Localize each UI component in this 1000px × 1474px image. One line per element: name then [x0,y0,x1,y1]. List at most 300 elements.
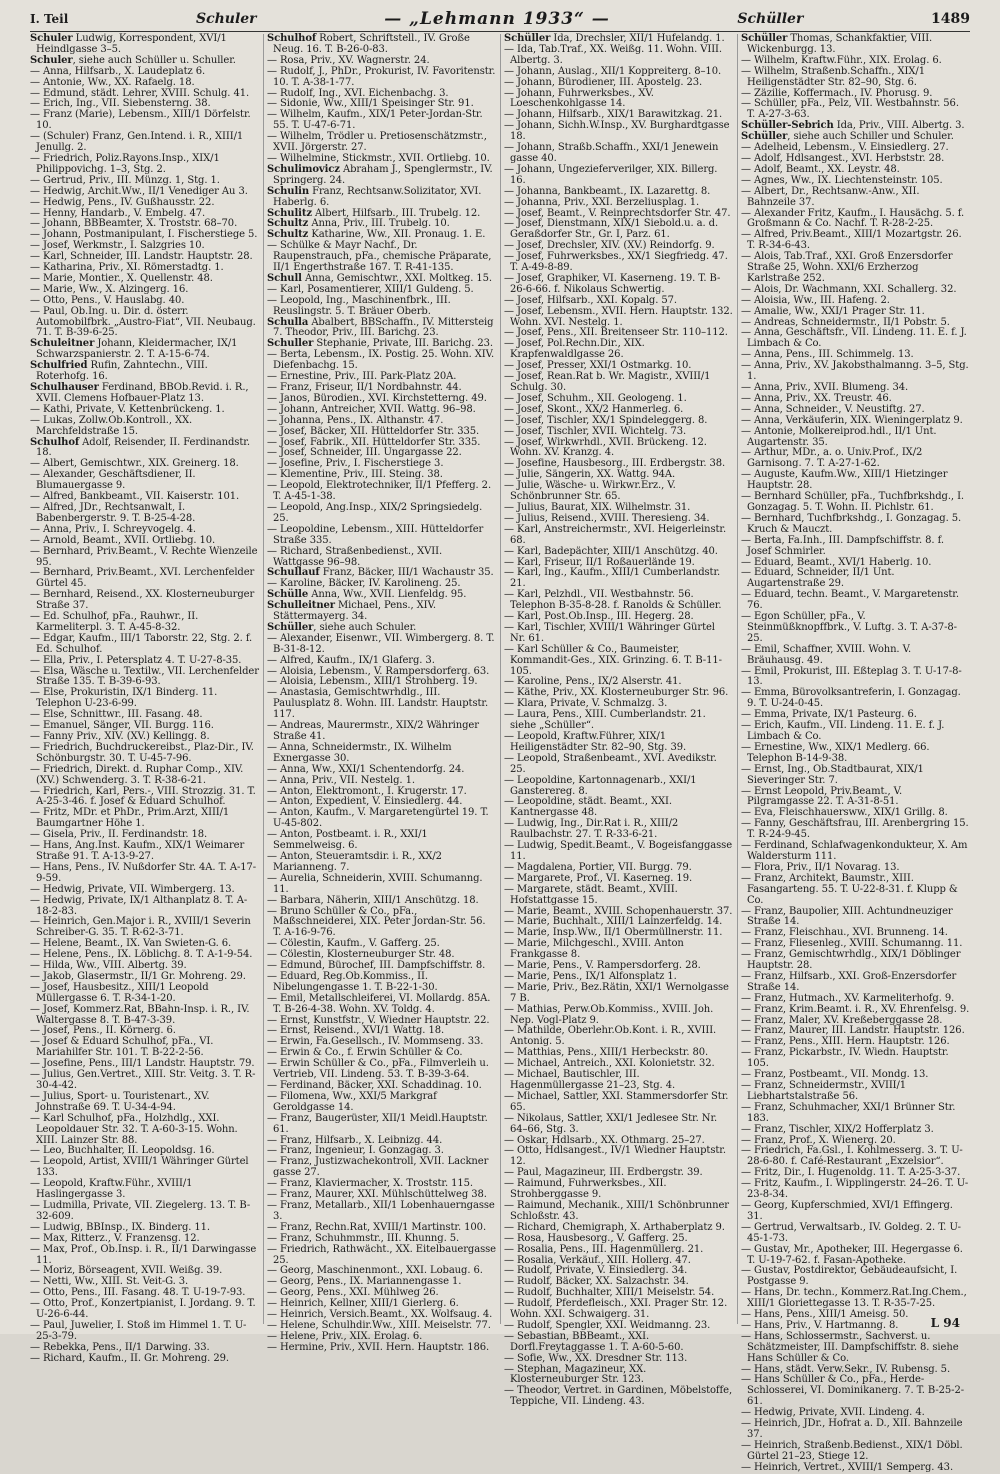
directory-entry [741,252,970,285]
entry-text: — Marie, Pens., V. Rampersdorferg. 28. [504,960,701,972]
directory-entry [267,481,496,503]
entry-text: — Johann, BBBeamter, X. Troststr. 68–70. [30,218,238,230]
entry-text: — Helene, Pens., IX. Löblichg. 8. T. A-1-9-54. [30,949,253,961]
entry-text: — Franz, Pens., XIII. Hern. Hauptstr. 126. [741,1036,950,1048]
entry-text: — Erwin, Fa.Gesellsch., IV. Mommseng. 33. [267,1036,484,1048]
entry-text: — Ludwig, BBInsp., IX. Binderg. 11. [30,1221,211,1233]
entry-text: Abraham J., Spenglermstr., IV. Springerg. 24. [273,163,493,186]
entry-text: — Bruno Schüller & Co., pFa., Maßschneiderei, XIX. Peter Jordan-Str. 56. T. A-16-9-76. [267,905,486,939]
entry-surname: Schulin [267,185,310,197]
entry-text: — Franz, Prof., X. Wienerg. 20. [741,1134,896,1146]
entry-text: — Ernst, Reisend., XVI/1 Wattg. 18. [267,1025,445,1037]
directory-entry [30,1201,259,1223]
entry-text: — Filomena, Ww., XXI/5 Markgraf Geroldgasse 14. [267,1090,437,1113]
entry-text: — Julie, Sängerin, XX. Wattg. 94A. [504,469,676,481]
entry-text: — Raimund, Mechanik., XIII/1 Schönbrunner Schloßstr. 43. [504,1199,729,1222]
entry-text: — Karl Schüller & Co., Baumeister, Kommandit-Ges., XIX. Grinzing. 6. T. B-11-105. [504,643,722,677]
entry-text: — Josefine, Hausbesorg., III. Erdbergstr. 38. [504,458,726,470]
directory-entry [504,797,733,819]
directory-entry [504,645,733,678]
entry-text: — Leopold, Artist, XVIII/1 Währinger Gürtel 133. [30,1156,249,1179]
entry-text: — Emil, Metallschleiferei, VI. Mollardg. 85A. T. B-26-4-38. Wohn. XV. Toldg. 4. [267,992,491,1015]
directory-entry [30,110,259,132]
entry-text: Ferdinand, BBOb.Revid. i. R., XVII. Clemens Hofbauer-Platz 13. [36,382,249,404]
directory-entry [267,808,496,830]
directory-entry [741,448,970,470]
entry-text: — Hedwig, Private, IX/1 Althanplatz 8. T. A-18-2-83. [30,894,248,917]
entry-text: — Franz, Hilfsarb., X. Leibnizg. 44. [267,1134,443,1146]
entry-text: — Erwin & Co., f. Erwin Schüller & Co. [267,1047,463,1059]
entry-text: — Friedrich, Rathwächt., XX. Eitelbauergasse 25. [267,1243,496,1266]
directory-entry [267,296,496,318]
directory-entry [741,1441,970,1463]
entry-text: — Aloisia, Ww., III. Hafeng. 2. [741,294,890,306]
directory-entry [30,743,259,765]
entry-text: — Josef, Lebensm., XVII. Hern. Hauptstr. 132. Wohn. XVI. Nestelg. 1. [504,305,733,328]
entry-text: — Karl, Schneider, III. Landstr. Hauptstr. 28. [30,251,253,263]
entry-text: Albert, Hilfsarb., III. Trubelg. 12. [311,207,481,219]
directory-entry [741,874,970,907]
entry-text: — Helene, Schulhdir.Ww., XIII. Meiselstr. 77. [267,1319,491,1331]
entry-text: — Berta, Lebensm., IX. Postig. 25. Wohn. XIV. Diefenbachg. 15. [267,349,495,372]
entry-text: — Rosalia, Pens., III. Hagenmüllerg. 21. [504,1243,704,1255]
entry-text: — Eva, Fleischhauersww., XIX/1 Grillg. 8. [741,807,948,819]
entry-text: — Ernst, Kunstfstr., V. Wiedner Hauptstr. 22. [267,1014,490,1026]
entry-text: — Adelheid, Lebensm., V. Einsiedlerg. 27. [741,142,949,154]
directory-entry [30,470,259,492]
entry-text: Johann, Kleidermacher, IX/1 Schwarzspanierstr. 2. T. A-15-6-74. [36,338,238,361]
entry-surname: Schulhauser [30,382,99,393]
header-rule [30,31,970,32]
entry-text: — Karl, Badepächter, XIII/1 Anschützg. 40. [504,545,718,557]
entry-text: — Hans Schüller & Co., pFa., Herde-Schlosserei, VI. Dominikanerg. 7. T. B-25-2-61. [741,1374,964,1408]
entry-text: — Josef, Tischler, XX/1 Spindeleggerg. 8. [504,414,708,426]
entry-surname: Schultz [267,229,309,241]
directory-entry [741,819,970,841]
entry-text: — Anna, Priv., VII. Nestelg. 1. [267,774,415,786]
entry-text: — Franz, Maurer, III. Landstr. Hauptstr. 126. [741,1025,965,1037]
directory-entry [30,361,259,383]
directory-entry [504,776,733,798]
entry-text: — Netti, Ww., XIII. St. Veit-G. 3. [30,1276,189,1288]
entry-text: Franz, Bäcker, III/1 Wachaustr 35. [319,567,494,579]
entry-text: — Paul, Magazineur, III. Erdbergstr. 39. [504,1167,703,1179]
entry-text: — Emil, Prokurist, III. Eßteplag 3. T. U-17-8-13. [741,665,962,688]
entry-text: , siehe auch Schüller u. Schuller. [72,54,236,66]
entry-text: — Julie, Wäsche- u. Wirkwr.Erz., V. Schönbrunner Str. 65. [504,480,676,503]
entry-text: — Georg, Pens., XXI. Mühlweg 26. [267,1287,439,1299]
entry-text: — Franz, Krim.Beamt. i. R., XV. Ehrenfelsg. 9. [741,1003,970,1015]
column-3 [504,33,733,1408]
directory-entry [30,438,259,460]
entry-surname: Schüller [741,33,788,44]
entry-text: — Johann, Sichh.W.Insp., XV. Burghardtgasse 18. [504,120,730,143]
directory-entry [267,1245,496,1267]
entry-text: — Albert, Gemischtwr., XIX. Greinerg. 18. [30,458,239,470]
directory-entry [267,1201,496,1223]
entry-text: — Anna, Verkäuferin, XIX. Wieningerplatz 9. [741,414,963,426]
entry-text: — Anna, Geschäftsfr., VII. Lindeng. 11. E. f. J. Limbach & Co. [741,327,967,350]
directory-entry [741,1146,970,1168]
directory-entry [504,274,733,296]
directory-entry [504,339,733,361]
directory-entry [741,743,970,765]
directory-entry [267,318,496,340]
entry-text: — Klementine, Priv., III. Steing. 38. [267,469,443,481]
entry-text: — Albert, Dr., Rechtsanw.-Anw., XII. Bahnzeile 37. [741,185,920,208]
entry-text: — Ludmilla, Private, VII. Ziegelerg. 13. T. B-32-609. [30,1199,251,1222]
entry-text: — Franz, Maurer, XXI. Mühlschüttelweg 38. [267,1189,487,1201]
entry-text: — Franz, Justizwachekontroll, XVII. Lackner gasse 27. [267,1156,489,1179]
entry-text: — Anastasia, Gemischtwrhdlg., III. Paulusplatz 8. Wohn. III. Landstr. Hauptstr. 117. [267,687,489,721]
entry-text: — Anna, Schneider., V. Neustiftg. 27. [741,403,925,415]
entry-text: — Georg, Maschinenmont., XXI. Lobaug. 6. [267,1265,483,1277]
entry-text: — Friedrich, Direkt. d. Ruphar Comp., XIV. (XV.) Schwenderg. 3. T. R-38-6-21. [30,763,244,786]
entry-text: — Ernst Leopold, Priv.Beamt., V. Pilgramgasse 22. T. A-31-8-51. [741,785,903,808]
entry-text: — Marie, Insp.Ww., II/1 Obermüllnerstr. 11. [504,927,723,939]
entry-text: — Emanuel, Sänger, VII. Burgg. 116. [30,720,214,732]
directory-entry [504,568,733,590]
entry-text: — Max, Prof., Ob.Insp. i. R., II/1 Darwingasse 11. [30,1243,257,1266]
entry-text: — Georg, Kupferschmied, XVI/1 Effingerg. 31. [741,1199,953,1222]
directory-entry [30,917,259,939]
entry-text: — Hans, Pens., IV. Nußdorfer Str. 4A. T. A-17-9-59. [30,861,257,884]
page-header [30,6,970,32]
entry-text: — Aloisia, Lebensm., V. Rampersdorferg. 63. [267,665,490,677]
publication-title: — „Lehmann 1933“ — [384,9,610,29]
entry-surname: Schuler [30,54,73,66]
directory-entry [30,416,259,438]
entry-text: — Anna, Ww., XXI/1 Schentendorfg. 24. [267,763,465,775]
entry-text: — Sebastian, BBBeamt., XXI. Dorfl.Freytaggasse 1. T. A-60-5-60. [504,1330,684,1353]
entry-text: — Max, Ritterz., V. Franzensg. 12. [30,1232,200,1244]
entry-text: — Josef, Pens., XII. Breitenseer Str. 110–112. [504,327,728,339]
entry-text: — Antonie, Molkereiprod.hdl., II/1 Unt. Augartenstr. 35. [741,425,937,448]
entry-text: — Anton, Steueramtsdir. i. R., XX/2 Marianneng. 7. [267,850,442,873]
entry-text: Ludwig, Korrespondent, XVI/1 Heindlgasse 3–5. [36,33,227,55]
directory-entry [741,1179,970,1201]
directory-entry [504,438,733,460]
entry-text: — Wilhelmine, Stickmstr., XVII. Ortliebg. 10. [267,152,490,164]
directory-entry [741,67,970,89]
entry-text: — Alois, Tab.Traf., XXI. Groß Enzersdorfer Straße 25, Wohn. XXI/6 Erzherzog Karlstraße 252. [741,251,953,284]
entry-text: — Karl, Posamentierer, XIII/1 Guldeng. 5. [267,283,474,295]
entry-text: — Rebekka, Pens., II/1 Darwing. 33. [30,1341,210,1353]
entry-text: — Anton, Elektromont., I. Krugerstr. 17. [267,785,467,797]
entry-text: — Leopold, Kraftw.Führ., XVIII/1 Haslingergasse 3. [30,1178,193,1201]
left-headword: Schuler [195,11,257,27]
entry-text: — Franz (Marie), Lebensm., XIII/1 Dörfelstr. 10. [30,109,251,132]
entry-surname: Schulleitner [267,600,335,612]
directory-entry [267,1343,496,1354]
entry-text: — Gertrud, Verwaltsarb., IV. Goldeg. 2. T. U-45-1-73. [741,1221,961,1244]
directory-entry [30,634,259,656]
entry-text: — Edmund, Bürochef, III. Dampfschiffstr. 8. [267,960,486,972]
entry-text: — Franz, Gemischtwrhdlg., XIX/1 Döblinger Hauptstr. 28. [741,949,961,972]
entry-text: — Franz, Maler, XV. Kreßeberggasse 28. [741,1014,943,1026]
entry-text: — Erich, Kaufm., VII. Lindeng. 11. E. f. J. Limbach & Co. [741,720,945,742]
entry-text: — Erwin Schüller & Co., pFa., Filmverleih u. Vertrieb, VII. Lindeng. 53. T. B-39-3-64. [267,1058,489,1081]
directory-entry [504,1332,733,1354]
directory-entry [741,34,970,56]
directory-entry [30,1321,259,1343]
entry-text: — Johann, Ungezieferverilger, XIX. Billerg. 16. [504,163,718,186]
entry-text: — Marie, Milchgeschl., XVIII. Anton Frankgasse 8. [504,938,684,961]
directory-entry [267,132,496,154]
entry-text: — Ed. Schulhof, pFa., Rauhwr., II. Karmeliterpl. 3. T. A-45-8-32. [30,611,199,633]
entry-text: — Franz, Fleischhau., XVI. Brunneng. 14. [741,927,948,939]
entry-text: — Mathias, Perw.Ob.Kommiss., XVIII. Joh. Nep. Vogl-Platz 9. [504,1003,714,1026]
directory-entry [30,590,259,612]
entry-text: — Josef, Wirkwrhdl., XVII. Brückeng. 12. Wohn. XV. Kranzg. 4. [504,436,707,459]
directory-entry [741,1332,970,1365]
entry-text: — Kathi, Private, V. Kettenbrückeng. 1. [30,403,225,415]
directory-entry [504,983,733,1005]
directory-entry [267,165,496,187]
entry-text: — Josef, Schuhm., XII. Geologeng. 1. [504,392,687,404]
entry-text: — Ella, Priv., I. Petersplatz 4. T. U-27-8-35. [30,654,242,666]
directory-entry [30,765,259,787]
entry-text: — Henny, Handarb., V. Embelg. 47. [30,207,206,219]
directory-entry [741,536,970,558]
entry-text: — Johann, Antreicher, XVII. Wattg. 96–98. [267,403,476,415]
directory-entry [30,307,259,340]
entry-surname: Schultz [267,218,309,230]
directory-entry [504,143,733,165]
directory-entry [741,187,970,209]
directory-entry [267,852,496,874]
entry-text: — Julius, Reisend., XVIII. Theresieng. 34. [504,512,710,524]
entry-text: — Rosa, Hausbesorg., V. Gafferg. 25. [504,1232,688,1244]
entry-text: — Josef, Rean.Rat b. Wr. Magistr., XVIII/1 Schulg. 30. [504,371,711,393]
entry-text: — Franz, Fliesenleg., XVIII. Schumanng. 11. [741,938,963,950]
entry-text: — Hans, Priv., V. Hartmanng. 8. [741,1319,899,1331]
entry-text: — (Schuler) Franz, Gen.Intend. i. R., XIII/1 Jenullg. 2. [30,131,244,154]
entry-text: — Marie, Beamt., XVIII. Schopenhauerstr. 37. [504,905,733,917]
entry-text: — Johanna, Pens., IX. Althanstr. 47. [267,414,444,426]
entry-text: — Johanna, Priv., XXI. Berzeliusplag. 1. [504,196,700,208]
entry-text: — Eduard, Beamt., XVI/1 Haberlg. 10. [741,556,932,568]
entry-text: — Fritz, Dir., I. Hugenoldg. 11. T. A-25-3-37. [741,1167,961,1179]
entry-text: — Josef, Tischler, XVII. Wichtelg. 73. [504,425,687,437]
entry-text: — Alexander, Eisenwr., VII. Wimbergerg. 8. T. B-31-8-12. [267,632,495,655]
directory-entry [30,1114,259,1147]
entry-text: — Josef, Fuhrwerksbes., XX/1 Siegfriedg. 47. T. A-49-8-89. [504,251,728,274]
directory-entry [741,590,970,612]
entry-text: Abalbert, BBSchaffn., IV. Mittersteig 7. Theodor, Priv., III. Barichg. 23. [273,316,494,339]
entry-text: — Friedrich, Buchdruckereibst., Plaz-Dir., IV. Schönburgstr. 30. T. U-45-7-96. [30,741,254,764]
entry-text: — Egon Schüller, pFa., V. Steinmüßknopffbrk., V. Luftg. 3. T. A-37-8-25. [741,611,957,644]
entry-text: — Bernhard, Tuchfbrkshdg., I. Gonzagag. 5. Kruch & Mauczt. [741,512,962,535]
directory-entry [741,1375,970,1408]
directory-entry [504,1365,733,1387]
directory-entry [30,154,259,176]
directory-entry [30,1179,259,1201]
entry-text: — Paul, Juwelier, I. Stoß im Himmel 1. T. U-25-3-79. [30,1319,247,1342]
entry-text: — Josef, Hilfsarb., XXI. Kopalg. 57. [504,294,677,306]
directory-entry [267,110,496,132]
directory-entry [30,1037,259,1059]
entry-text: — Josef, Graphiker, VI. Kaserneng. 19. T. B-26-6-66. f. Nikolaus Schwertig. [504,272,721,295]
entry-text: — Franz, Friseur, II/1 Nordbahnstr. 44. [267,382,462,393]
entry-text: — Anton, Kaufm., V. Margaretengürtel 19. T. U-45-802. [267,807,489,830]
entry-text: — Otto, Prof., Konzertpianist, I. Jordang. 9. T. U-26-6-44. [30,1298,256,1321]
entry-text: — Rudolf, J., PhDr., Prokurist, IV. Favoritenstr. 10. T. A-38-1-77. [267,65,496,88]
entry-text: — Adolf, Beamt., XX. Leystr. 48. [741,163,900,175]
entry-surname: Schullauf [267,567,320,579]
directory-entry [741,612,970,645]
entry-text: — Matthias, Pens., XIII/1 Herbeckstr. 80. [504,1047,709,1059]
entry-text: — Heinrich, Straßenb.Bedienst., XIX/1 Döbl. Gürtel 21–23, Stiege 12. [741,1439,963,1462]
directory-entry [741,972,970,994]
entry-text: — Edgar, Kaufm., III/1 Taborstr. 22, Stg. 2. f. Ed. Schulhof. [30,632,253,655]
entry-columns [30,33,970,1473]
entry-text: — Michael, Antreich., XXI. Kolonietstr. 32. [504,1058,715,1070]
entry-text: — Julius, Baurat, XIX. Wilhelmstr. 31. [504,501,691,513]
entry-text: — Rudolf, Ing., XVI. Eichenbachg. 3. [267,87,449,99]
entry-text: — Antonie, Ww., XX. Rafaelg. 18. [30,76,195,88]
page-signature: L 94 [930,1316,960,1330]
entry-text: — Josef, Beamt., V. Reinprechtsdorfer Str. 47. [504,207,731,219]
entry-surname: Schulhof [30,436,80,448]
entry-text: — Marie, Priv., Bez.Rätin, XXI/1 Wernolgasse 7 B. [504,981,729,1004]
entry-text: — Marie, Pens., IX/1 Alfonsplatz 1. [504,970,677,982]
entry-surname: Schull [267,272,302,284]
entry-surname: Schüller [267,621,314,633]
entry-text: — Leopold, Straßenbeamt., XVI. Avedikstr. 25. [504,752,717,775]
entry-text: — Ludwig, Ing., Dir.Rat i. R., XIII/2 Raulbachstr. 27. T. R-33-6-21. [504,818,679,841]
entry-surname: Schuler [30,33,73,44]
entry-text: — Leopold, Kraftw.Führer, XIX/1 Heiligenstädter Str. 82–90, Stg. 39. [504,731,687,753]
entry-surname: Schüller [504,33,551,44]
directory-entry [741,1081,970,1103]
entry-text: — Andreas, Maurermstr., XIX/2 Währinger Straße 41. [267,720,479,742]
directory-entry [30,808,259,830]
entry-text: — Fanny Priv., XIV. (XV.) Kellingg. 8. [30,731,210,742]
part-label: I. Teil [30,12,69,26]
entry-text: — Magdalena, Portier, VII. Burgg. 79. [504,861,692,873]
entry-text: — Franz, Schneidermstr., XVIII/1 Liebhartstalstraße 56. [741,1080,907,1102]
entry-text: — Elsa, Wäsche u. Textilw., VII. Lerchenfelder Straße 135. T. B-39-6-93. [30,665,259,688]
entry-text: — Karl, Anstreichermstr., XVI. Heigerleinstr. 68. [504,523,727,546]
entry-text: — Anna, Hilfsarb., X. Laudeplatz 6. [30,65,206,77]
directory-entry [741,209,970,231]
directory-entry [741,328,970,350]
entry-text: — Katharina, Priv., XI. Römerstadtg. 1. [30,262,224,274]
directory-entry [504,841,733,863]
directory-entry [504,481,733,503]
directory-entry [741,1419,970,1441]
entry-surname: Schulhof [267,33,317,44]
entry-text: — Margarete, Prof., VI. Kaserneg. 19. [504,872,693,884]
directory-entry [741,230,970,252]
entry-text: — Karoline, Pens., IX/2 Alserstr. 41. [504,676,682,688]
entry-text: — Karl, Tischler, XVIII/1 Währinger Gürtel Nr. 61. [504,621,715,644]
entry-text: — Leopold, Ang.Insp., XIX/2 Springsiedelg. 25. [267,501,483,524]
entry-text: — Anna, Pens., III. Schimmelg. 13. [741,349,914,361]
entry-text: — Anton, Postbeamt. i. R., XXI/1 Semmelweisg. 6. [267,829,428,852]
entry-text: — Fritz, MDr. et PhDr., Prim.Arzt, XIII/1 Baumgartner Höhe 1. [30,807,230,830]
directory-entry [504,885,733,907]
directory-entry [267,241,496,274]
entry-text: — Eduard, techn. Beamt., V. Margaretenstr. 76. [741,589,959,612]
entry-text: — Bernhard, Priv.Beamt., V. Rechte Wienzeile 95. [30,545,258,568]
entry-text: — Edmund, städt. Lehrer, XVIII. Schulg. 41. [30,87,250,99]
entry-text: — Eduard, Schneider, II/1 Unt. Augartenstraße 29. [741,567,895,590]
entry-text: — Josef, Dienstmann, XIX/1 Siebold.u. a. d. Geraßdorfer Str., Gr. I, Parz. 61. [504,218,719,241]
entry-text: — Alfred, Kaufm., IX/1 Glaferg. 3. [267,654,435,666]
entry-text: — Klara, Private, V. Schmalzg. 3. [504,698,668,710]
entry-text: — Rudolf, Bäcker, XX. Salzachstr. 34. [504,1276,689,1288]
directory-entry [741,1201,970,1223]
entry-text: — Käthe, Priv., XX. Klosterneuburger Str. 96. [504,687,729,699]
entry-text: — Laura, Pens., XIII. Cumberlandstr. 21. siehe „Schüller“. [504,709,706,732]
entry-text: — Raimund, Fuhrwerksbes., XII. Strohberggasse 9. [504,1178,667,1201]
entry-text: — Johann, Fuhrwerksbes., XV. Loeschenkohlgasse 14. [504,87,654,110]
directory-entry [267,1059,496,1081]
entry-text: — Heinrich, Gen.Major i. R., XVIII/1 Severin Schreiber-G. 35. T. R-62-3-71. [30,916,251,939]
directory-entry [30,1157,259,1179]
entry-text: Anna, Priv., III. Trubelg. 10. [308,218,450,230]
entry-text: — Heinrich, Kellner, XIII/1 Gierlerg. 6. [267,1298,459,1310]
entry-text: — Else, Schnittwr., III. Fasang. 48. [30,709,203,721]
entry-text: — Hilda, Ww., VIII. Albertg. 39. [30,960,187,972]
entry-text: — Hermine, Priv., XVII. Hern. Hauptstr. 186. [267,1341,490,1353]
directory-entry [30,863,259,885]
directory-entry [504,710,733,732]
directory-entry [741,514,970,536]
entry-text: — Alexander, Geschäftsdiener, II. Blumauergasse 9. [30,469,196,492]
entry-text: — Franz, Metallarb., XII/1 Lobenhauerngasse 3. [267,1199,495,1222]
directory-entry [741,950,970,972]
directory-entry [504,1299,733,1321]
entry-text: Michael, Pens., XIV. Stättermayerg. 34. [273,600,436,623]
entry-text: — Fanny, Geschäftsfrau, III. Arenbergring 15. T. R-24-9-45. [741,818,969,841]
directory-entry [504,89,733,111]
entry-text: — Leopoldine, städt. Beamt., XXI. Kantnergasse 48. [504,796,672,819]
directory-entry [504,165,733,187]
directory-entry [741,688,970,710]
entry-text: — Aurelia, Schneiderin, XVIII. Schumanng. 11. [267,872,483,895]
entry-text: Anna, Gemischtwr., XXI. Moltkeg. 15. [301,272,492,284]
directory-entry [504,372,733,394]
entry-text: — Julius, Gen.Vertret., XIII. Str. Veitg. 3. T. R-30-4-42. [30,1069,256,1091]
entry-text: — Leopold, Elektrotechniker, II/1 Pfefferg. 2. T. A-45-1-38. [267,480,492,503]
directory-entry [504,1386,733,1408]
entry-text: — Lukas, Zollw.Ob.Kontroll., XX. Marchfeldstraße 15. [30,414,193,437]
entry-text: — Johann, Hilfsarb., XIX/1 Barawitzkag. 21. [504,109,723,121]
entry-text: Thomas, Schankfaktier, VIII. Wickenburgg. 13. [747,33,933,55]
entry-text: — Rosa, Priv., XV. Wagnerstr. 24. [267,54,430,66]
directory-entry [504,1114,733,1136]
entry-text: — Wilhelm, Kaufm., XIX/1 Peter-Jordan-Str. 55. T. U-47-6-71. [267,109,483,132]
directory-entry [741,1223,970,1245]
directory-entry [30,547,259,569]
entry-text: — Anna, Priv., XX. Treustr. 46. [741,392,892,404]
entry-surname: Schulimovicz [267,163,340,175]
entry-text: — Leo, Buchhalter, II. Leopoldsg. 16. [30,1145,215,1157]
directory-entry [741,645,970,667]
entry-text: — Hans, Dr. techn., Kommerz.Rat.Ing.Chem., XIII/1 Gloriettegasse 13. T. R-35-7-25. [741,1287,967,1310]
entry-text: — Heinrich, Versich.Beamt., XX. Wolfsaug. 4. [267,1309,493,1321]
entry-surname: Schüller [741,131,788,143]
directory-entry [30,132,259,154]
entry-text: — Adolf, Hdlsangest., XVI. Herbststr. 28. [741,152,945,164]
entry-text: — Josef, Schneider, III. Ungargasse 22. [267,447,462,459]
entry-text: — Josef, Pens., II. Körnerg. 6. [30,1025,176,1037]
directory-entry [741,1288,970,1310]
entry-text: — Cölestin, Klosterneuburger Str. 48. [267,949,455,961]
